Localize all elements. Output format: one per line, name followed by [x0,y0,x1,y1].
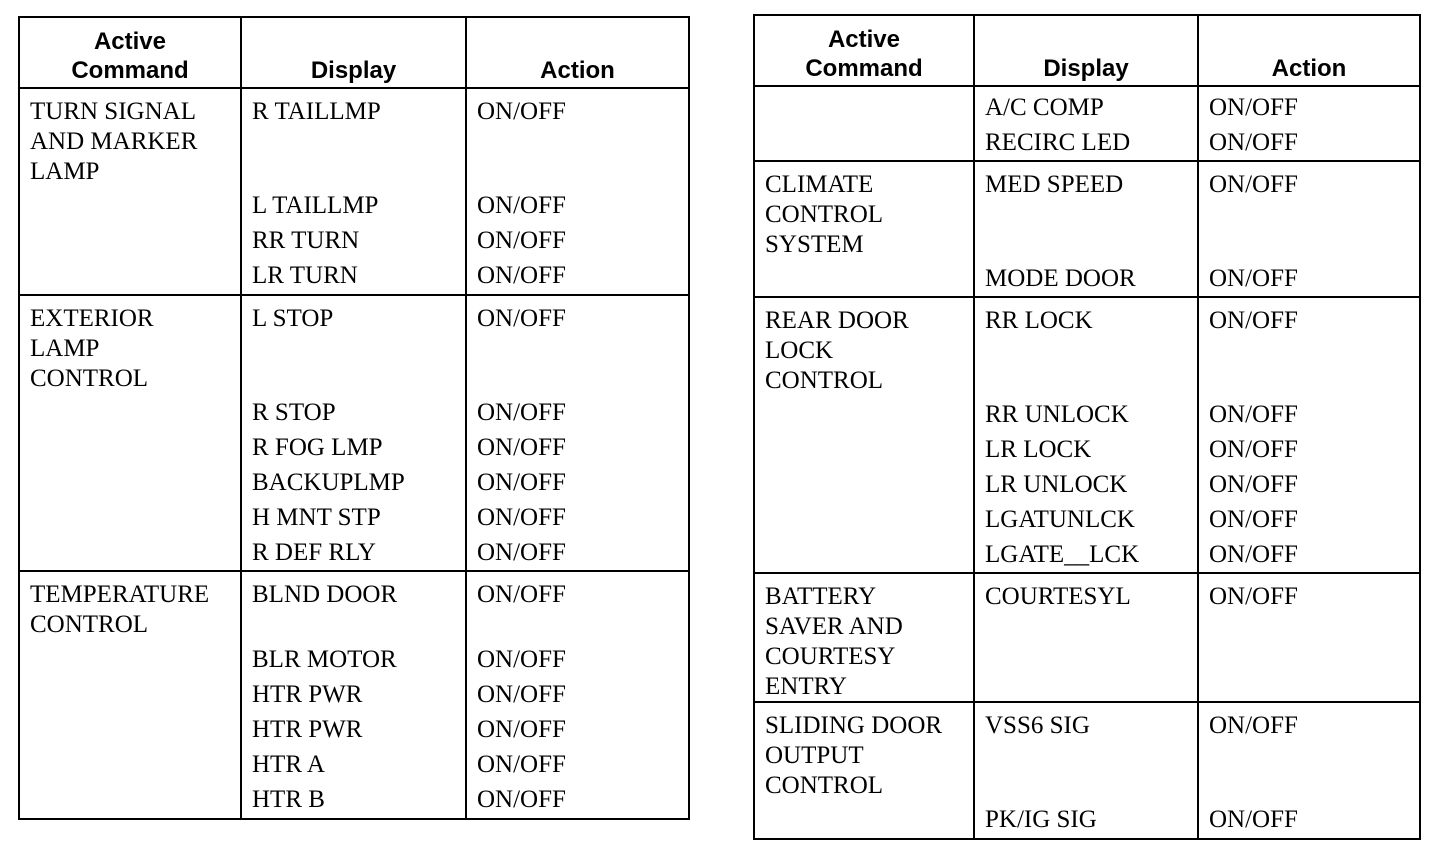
command-cell-sliding-door [755,703,975,840]
header-command-line-1: Active [827,26,901,53]
display-value: COURTESYL [985,583,1131,610]
display-value: RR UNLOCK [985,401,1129,428]
action-cell-sliding-door [1199,703,1419,840]
display-value: HTR PWR [252,681,363,708]
header-display [975,16,1199,87]
display-value: BACKUPLMP [252,469,405,496]
header-action-label: Action [1271,55,1347,82]
header-display-label: Display [310,57,397,84]
command-line: COURTESY [765,643,896,670]
header-display [242,18,467,89]
command-line: OUTPUT [765,742,864,769]
header-action [467,18,688,89]
header-action [1199,16,1419,87]
command-line: LAMP [30,158,100,185]
right-command-table [753,14,1421,840]
action-cell-turn-signal [467,89,688,296]
header-display-label: Display [1043,55,1129,82]
command-line: CONTROL [765,772,884,799]
action-cell-climate-control [1199,162,1419,298]
display-cell-climate-control [975,162,1199,298]
display-value: RR TURN [252,227,360,254]
command-cell-battery-saver [755,574,975,703]
action-cell-battery-saver [1199,574,1419,703]
display-cell-continued [975,87,1199,162]
display-value: L TAILLMP [252,192,379,219]
display-value: R DEF RLY [252,539,376,566]
action-value: ON/OFF [477,399,566,426]
display-value: HTR PWR [252,716,363,743]
display-value: R TAILLMP [252,98,381,125]
header-command-line-1: Active [93,28,167,55]
display-cell-turn-signal [242,89,467,296]
header-command-line-2: Command [805,55,923,82]
display-value: RECIRC LED [985,129,1131,156]
command-line: ENTRY [765,673,847,700]
action-cell-continued [1199,87,1419,162]
action-value: ON/OFF [477,786,566,813]
action-value: ON/OFF [477,751,566,778]
action-cell-rear-door-lock [1199,298,1419,574]
command-cell-temperature-control [20,572,242,820]
header-active-command [755,16,975,87]
command-line: BATTERY [765,583,877,610]
command-cell-continued [755,87,975,162]
display-value: LR UNLOCK [985,471,1128,498]
action-value: ON/OFF [1209,506,1298,533]
display-value: MODE DOOR [985,265,1136,292]
command-cell-turn-signal [20,89,242,296]
action-value: ON/OFF [1209,436,1298,463]
command-line: REAR DOOR [765,307,909,334]
header-action-label: Action [540,57,615,84]
action-value: ON/OFF [1209,94,1298,121]
display-value: H MNT STP [252,504,381,531]
action-value: ON/OFF [1209,265,1298,292]
header-active-command [20,18,242,89]
display-cell-sliding-door [975,703,1199,840]
command-line: LAMP [30,335,100,362]
display-value: A/C COMP [985,94,1104,121]
action-cell-temperature-control [467,572,688,820]
action-value: ON/OFF [1209,471,1298,498]
action-cell-exterior-lamp [467,296,688,572]
command-line: CONTROL [765,367,884,394]
command-line: EXTERIOR [30,305,154,332]
command-line: SAVER AND [765,613,903,640]
action-value: ON/OFF [1209,541,1298,568]
action-value: ON/OFF [477,434,566,461]
command-line: CONTROL [765,201,884,228]
command-cell-rear-door-lock [755,298,975,574]
command-line: TURN SIGNAL [30,98,196,125]
display-value: LGATUNLCK [985,506,1135,533]
display-value: LR LOCK [985,436,1092,463]
display-value: RR LOCK [985,307,1093,334]
display-value: LR TURN [252,262,358,289]
action-value: ON/OFF [477,98,566,125]
display-value: R STOP [252,399,336,426]
action-value: ON/OFF [477,646,566,673]
action-value: ON/OFF [1209,712,1298,739]
action-value: ON/OFF [477,469,566,496]
command-cell-exterior-lamp [20,296,242,572]
action-value: ON/OFF [1209,307,1298,334]
display-value: PK/IG SIG [985,806,1097,833]
display-value: LGATE__LCK [985,541,1140,568]
action-value: ON/OFF [477,539,566,566]
display-value: BLND DOOR [252,581,398,608]
action-value: ON/OFF [1209,171,1298,198]
action-value: ON/OFF [1209,129,1298,156]
action-value: ON/OFF [477,192,566,219]
action-value: ON/OFF [1209,806,1298,833]
command-line: CLIMATE [765,171,874,198]
action-value: ON/OFF [477,681,566,708]
display-value: R FOG LMP [252,434,383,461]
command-line: TEMPERATURE [30,581,210,608]
display-value: HTR A [252,751,325,778]
command-line: LOCK [765,337,834,364]
action-value: ON/OFF [477,581,566,608]
command-line: CONTROL [30,611,149,638]
display-value: HTR B [252,786,325,813]
display-value: BLR MOTOR [252,646,397,673]
action-value: ON/OFF [1209,583,1298,610]
action-value: ON/OFF [477,262,566,289]
command-line: AND MARKER [30,128,198,155]
display-cell-exterior-lamp [242,296,467,572]
display-cell-rear-door-lock [975,298,1199,574]
action-value: ON/OFF [477,227,566,254]
command-line: SYSTEM [765,231,864,258]
left-command-table [18,16,690,820]
display-value: MED SPEED [985,171,1124,198]
command-cell-climate-control [755,162,975,298]
action-value: ON/OFF [1209,401,1298,428]
header-command-line-2: Command [71,57,189,84]
action-value: ON/OFF [477,504,566,531]
display-value: VSS6 SIG [985,712,1090,739]
command-line: SLIDING DOOR [765,712,943,739]
action-value: ON/OFF [477,305,566,332]
command-line: CONTROL [30,365,149,392]
display-cell-temperature-control [242,572,467,820]
display-value: L STOP [252,305,334,332]
action-value: ON/OFF [477,716,566,743]
display-cell-battery-saver [975,574,1199,703]
